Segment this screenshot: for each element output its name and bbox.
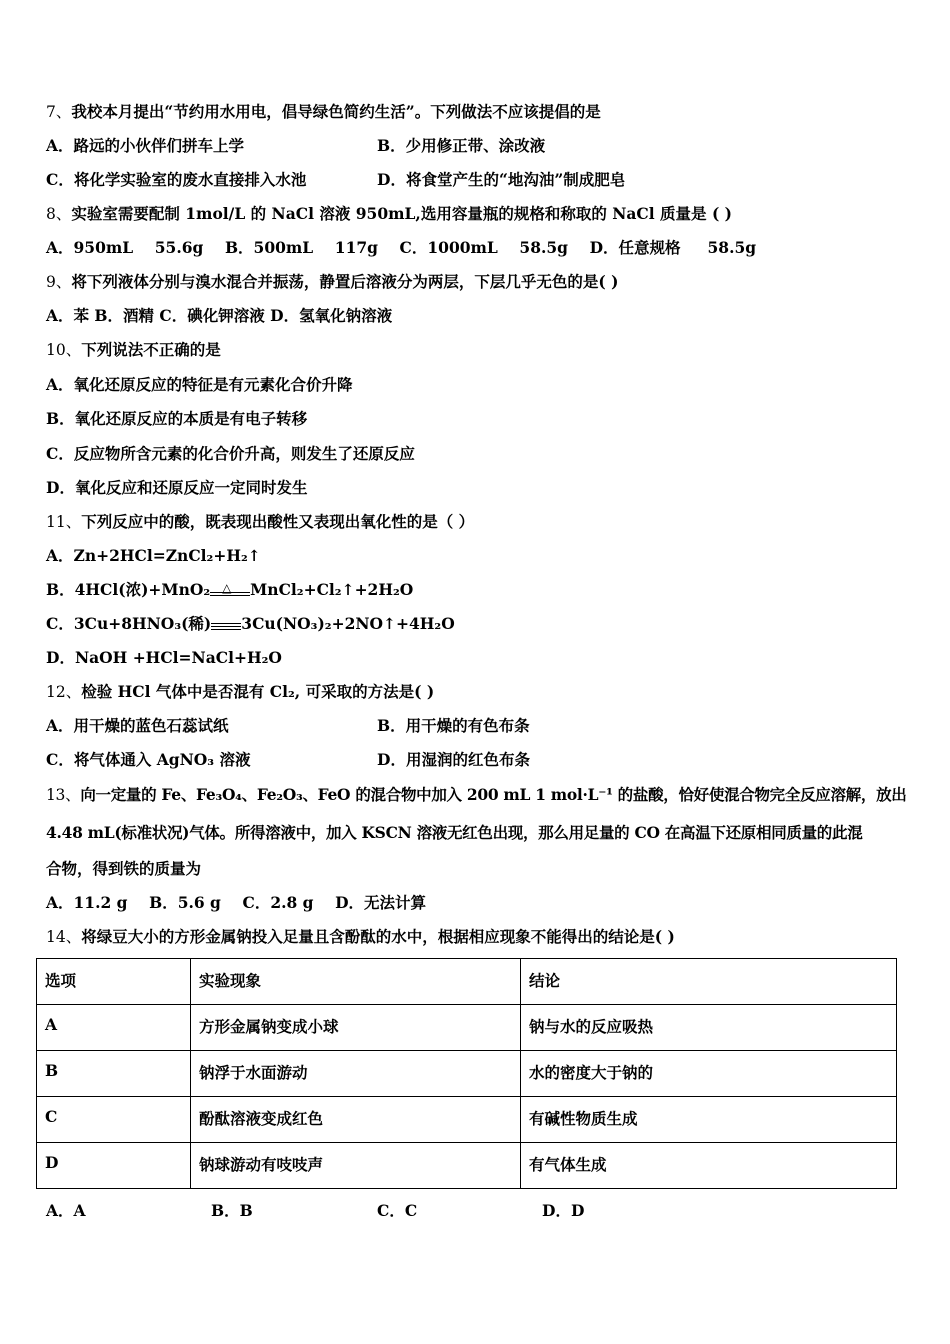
q7-stem — [46, 102, 601, 122]
table-cell: 钠浮于水面游动 — [191, 1051, 521, 1097]
q10-stem — [46, 340, 221, 360]
q14-option-b: B．B — [211, 1201, 253, 1220]
table-header-cell: 选项 — [37, 959, 191, 1005]
q10-number: 10、 — [46, 341, 82, 359]
equal-sign-icon — [211, 615, 241, 635]
q8-stem — [46, 204, 732, 224]
q10-option-a: A．氧化还原反应的特征是有元素化合价升降 — [46, 375, 353, 394]
q14-option-a: A．A — [46, 1201, 86, 1220]
q13-line-2: 4.48 mL(标准状况)气体。所得溶液中，加入 KSCN 溶液无红色出现，那么用足量的 CO 在高温下还原相同质量的此混 — [46, 823, 863, 842]
table-row — [37, 1097, 897, 1143]
table-cell: C — [37, 1097, 191, 1143]
table-header-row — [37, 959, 897, 1005]
q8-number: 8、 — [46, 205, 72, 223]
q11-stem-text: 下列反应中的酸，既表现出酸性又表现出氧化性的是（ ） — [81, 512, 475, 531]
q10-option-c: C．反应物所含元素的化合价升高，则发生了还原反应 — [46, 444, 415, 463]
q9-options: A．苯 B．酒精 C．碘化钾溶液 D．氢氧化钠溶液 — [46, 306, 393, 325]
table-cell: 有气体生成 — [521, 1143, 897, 1189]
q14-table — [36, 958, 897, 1189]
q9-stem-text: 将下列液体分别与溴水混合并振荡，静置后溶液分为两层，下层几乎无色的是( ) — [71, 272, 619, 291]
q12-option-b: B．用干燥的有色布条 — [377, 716, 530, 735]
table-cell: 方形金属钠变成小球 — [191, 1005, 521, 1051]
q12-option-d: D．用湿润的红色布条 — [377, 750, 530, 769]
q11-number: 11、 — [46, 513, 82, 531]
q11-option-a: A．Zn+2HCl=ZnCl₂+H₂↑ — [46, 546, 261, 565]
table-cell: 酚酞溶液变成红色 — [191, 1097, 521, 1143]
q7-option-b: B．少用修正带、涂改液 — [377, 136, 546, 155]
table-cell: 有碱性物质生成 — [521, 1097, 897, 1143]
q9-stem — [46, 272, 618, 292]
table-row — [37, 1005, 897, 1051]
q11-option-c — [46, 614, 455, 635]
q7-option-a: A．路远的小伙伴们拼车上学 — [46, 136, 245, 155]
table-cell: 钠球游动有吱吱声 — [191, 1143, 521, 1189]
heating-condition-arrow — [210, 581, 250, 601]
table-cell: A — [37, 1005, 191, 1051]
q7-stem-text: 我校本月提出“节约用水用电，倡导绿色简约生活”。下列做法不应该提倡的是 — [71, 102, 601, 121]
heat-triangle-icon: △ — [222, 581, 232, 595]
q12-number: 12、 — [46, 683, 82, 701]
q7-option-c: C．将化学实验室的废水直接排入水池 — [46, 170, 307, 189]
q7-number: 7、 — [46, 103, 72, 121]
q10-stem-text: 下列说法不正确的是 — [81, 340, 221, 359]
q11-option-c-left: C．3Cu+8HNO₃(稀) — [46, 614, 212, 633]
q13-options: A．11.2 g B．5.6 g C．2.8 g D．无法计算 — [46, 893, 427, 912]
q14-number: 14、 — [46, 928, 82, 946]
q10-option-d: D．氧化反应和还原反应一定同时发生 — [46, 478, 308, 497]
q10-option-b: B．氧化还原反应的本质是有电子转移 — [46, 409, 308, 428]
q11-option-b-left: B．4HCl(浓)+MnO₂ — [46, 580, 211, 599]
q13-line-1-text: 向一定量的 Fe、Fe₃O₄、Fe₂O₃、FeO 的混合物中加入 200 mL 1 mol·L⁻¹ 的盐酸，恰好使混合物完全反应溶解，放出 — [80, 785, 907, 804]
q12-stem — [46, 682, 434, 702]
table-cell: 水的密度大于钠的 — [521, 1051, 897, 1097]
table-row — [37, 1143, 897, 1189]
q13-line-3: 合物，得到铁的质量为 — [46, 859, 202, 878]
table-row — [37, 1051, 897, 1097]
q11-option-d: D．NaOH +HCl=NaCl+H₂O — [46, 648, 282, 667]
q12-option-c: C．将气体通入 AgNO₃ 溶液 — [46, 750, 251, 769]
q11-option-b-right: MnCl₂+Cl₂↑+2H₂O — [250, 580, 414, 599]
q14-option-c: C．C — [377, 1201, 418, 1220]
q13-line-1 — [46, 785, 906, 805]
table-cell: D — [37, 1143, 191, 1189]
q13-number: 13、 — [46, 786, 81, 804]
q11-option-c-right: 3Cu(NO₃)₂+2NO↑+4H₂O — [241, 614, 455, 633]
q14-stem-text: 将绿豆大小的方形金属钠投入足量且含酚酞的水中，根据相应现象不能得出的结论是( ) — [81, 927, 675, 946]
table-header-cell: 实验现象 — [191, 959, 521, 1005]
table-cell: 钠与水的反应吸热 — [521, 1005, 897, 1051]
q12-option-a: A．用干燥的蓝色石蕊试纸 — [46, 716, 229, 735]
table-cell: B — [37, 1051, 191, 1097]
q8-options: A．950mL 55.6g B．500mL 117g C．1000mL 58.5g D．任意规格 58.5g — [46, 238, 757, 257]
q8-stem-text: 实验室需要配制 1mol/L 的 NaCl 溶液 950mL,选用容量瓶的规格和称取的 NaCl 质量是 ( ) — [71, 204, 733, 223]
q14-option-d: D．D — [542, 1201, 585, 1220]
q11-stem — [46, 512, 474, 532]
q7-option-d: D．将食堂产生的“地沟油”制成肥皂 — [377, 170, 626, 189]
q14-stem — [46, 927, 675, 947]
q11-option-b — [46, 580, 413, 601]
q9-number: 9、 — [46, 273, 72, 291]
q12-stem-text: 检验 HCl 气体中是否混有 Cl₂, 可采取的方法是( ) — [81, 682, 435, 701]
table-header-cell: 结论 — [521, 959, 897, 1005]
